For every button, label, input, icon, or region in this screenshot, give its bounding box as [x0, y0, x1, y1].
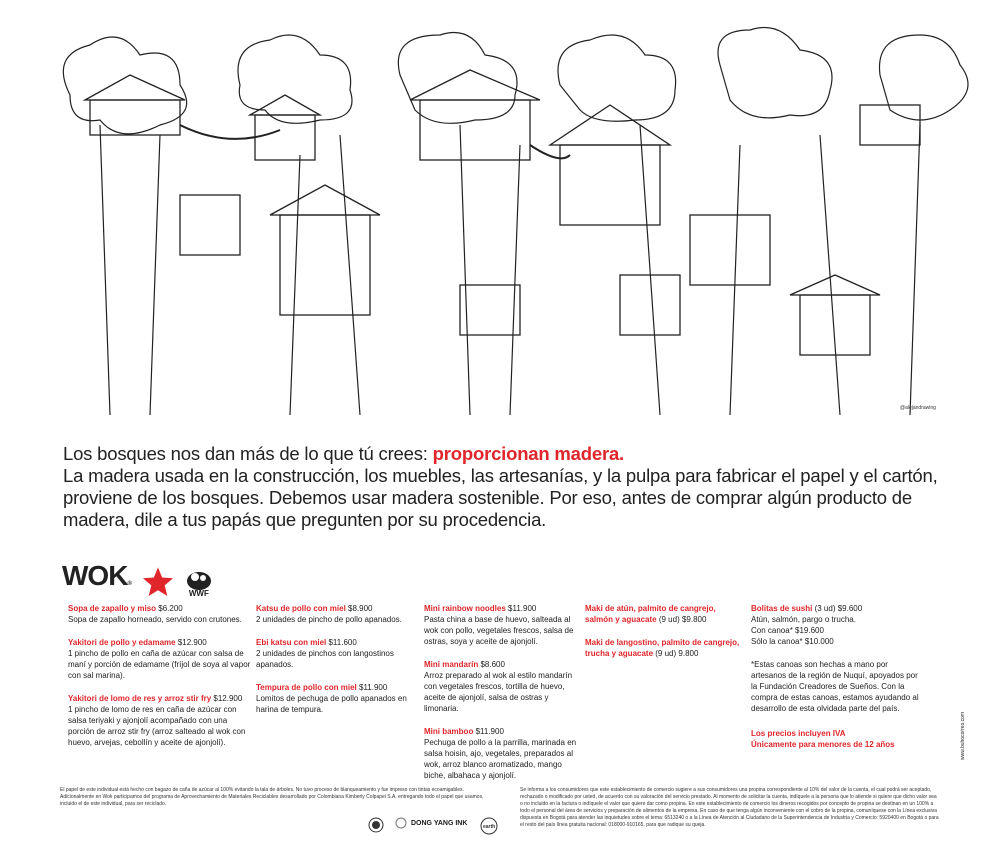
menu-column-3	[424, 603, 584, 793]
intro-body: La madera usada en la construcción, los muebles, las artesanías, y la pulpa para fabricar el papel y el cartón, proviene de los bosques. Debemos usar madera sostenible. Por eso, antes de comprar algún producto de madera, dile a tus papás que pregunten por su procedencia.	[63, 465, 938, 530]
icontec-cert-icon	[368, 817, 384, 833]
canoa-note: *Estas canoas son hechas a mano por artesanos de la región de Nuquí, apoyados por la Fundación Creadores de Sueños. Con la compra de estas canoas, estamos ayudando al desarrollo de esta olvidada parte del país.	[751, 660, 919, 713]
iva-notice: Los precios incluyen IVA	[751, 729, 846, 738]
illustration-credit: @alejandrawing	[900, 405, 936, 411]
earthpact-cert-icon	[480, 817, 498, 835]
intro-headline: Los bosques nos dan más de lo que tú crees: proporcionan madera.	[63, 443, 624, 464]
menu-column-2	[256, 603, 426, 727]
wwf-logo: WWF	[185, 570, 213, 598]
intro-highlight: proporcionan madera.	[432, 443, 624, 464]
menu-item: Bolitas de sushi (3 ud) $9.600	[751, 604, 863, 613]
menu-column-4	[585, 603, 745, 671]
dongyang-cert: DONG YANG INK	[395, 817, 467, 829]
menu-item: Maki de langostino, palmito de cangrejo, trucha y aguacate (9 ud) 9.800	[585, 638, 740, 658]
red-star-icon	[141, 566, 175, 598]
menu-item: Sopa de zapallo y miso $6.200 Sopa de zapallo horneado, servido con crutones.	[68, 604, 242, 624]
intro-text	[63, 443, 943, 531]
menu-item: Ebi katsu con miel $11.600 2 unidades de pinchos con langostinos apanados.	[256, 638, 394, 669]
panda-icon	[185, 570, 213, 590]
trees	[63, 28, 968, 416]
brand-logos	[62, 560, 213, 598]
menu-column-1	[68, 603, 253, 760]
wok-logo: WOK®	[62, 560, 131, 591]
treehouse-illustration	[40, 15, 980, 425]
dongyang-icon	[395, 817, 407, 829]
svg-text:earth: earth	[483, 824, 496, 830]
menu-item: Mini mandarín $8.600 Arroz preparado al wok al estilo mandarín con vegetales frescos, tortilla de huevo, aceite de ajonjolí, salsa de ostras y limonaria.	[424, 660, 573, 713]
menu-item: Mini rainbow noodles $11.900 Pasta china a base de huevo, salteada al wok con pollo, vegetales frescos, salsa de ostras, soya y aceite de ajonjolí.	[424, 604, 574, 646]
footer-tip-note: Se informa a los consumidores que este establecimiento de comercio sugiere a sus consumidores una propina correspondiente al 10% del valor de la cuenta, el cual podrá ser aceptado, rechazado o modificado por usted, de acuerdo con su valoración del servicio prestado. Al momento de solicitar la cuenta, indíquele a la persona que lo atiende si quiere que dicho valor sea o no incluido en la factura o indíquele el valor que quiere dar como propina. En este establecimiento de comercio los dineros recogidos por concepto de propina se destinan en un 100% a todo el personal del área de servicios y preparación de alimentos de la empresa. En caso de que tenga algún inconveniente con el cobro de la propina, comuníquese con la Línea exclusiva dispuesta en Bogotá para atender las inquietudes sobre el tema: 6513240 o a la Línea de Atención al Ciudadano de la Superintendencia de Industria y Comercio: 5920400 en Bogotá o para el resto del país línea gratuita nacional: 018000-910165, para que radique su queja.	[520, 787, 939, 828]
treehouses	[85, 70, 920, 355]
menu-item: Mini bamboo $11.900 Pechuga de pollo a la parrilla, marinada en salsa hoisin, ajo, vegetales, preparados al wok, arroz blanco aromatizado, mango biche, albahaca y ajonjolí.	[424, 727, 577, 780]
menu-item: Katsu de pollo con miel $8.900 2 unidades de pincho de pollo apanados.	[256, 604, 402, 624]
footer-paper-note: El papel de este individual está hecho con bagazo de caña de azúcar al 100% evitando la tala de árboles. No tuvo proceso de blanqueamiento y fue impreso con tintas ecoamigables. Adicionalmente en Wok participamos del programa de Aprovechamiento de Materiales Reciclables desarrollado por Colombiana Kimberly Colpapel S.A. entregando todo el papel que usamos, incluido el de este individual, para ser reciclado.	[60, 787, 484, 807]
menu-item: Maki de atún, palmito de cangrejo, salmón y aguacate (9 ud) $9.800	[585, 604, 716, 624]
menu-column-5: Bolitas de sushi (3 ud) $9.600 Atún, salmón, pargo o trucha. Con canoa* $19.600 Sólo la canoa* $10.000 *Estas canoas son hechas a mano por artesanos de la región de Nuquí, apoyados por la Fundación Creadores de Sueños. Con la compra de estas canoas, estamos ayudando al desarrollo de esta olvidada parte del país. Los precios incluyen IVA Únicamente para menores de 12 años	[751, 603, 921, 750]
menu-item: Tempura de pollo con miel $11.900 Lomitos de pechuga de pollo apanados en harina de tempura.	[256, 683, 407, 714]
vertical-url: www.buhocorreo.com	[960, 711, 966, 760]
menu-item: Yakitori de lomo de res y arroz stir fry $12.900 1 pincho de lomo de res en caña de azúcar con salsa teriyaki y ajonjolí acompañado con una porción de arroz stir fry (arroz salteado al wok con huevo, arvejas, cebollín y aceite de ajonjolí).	[68, 694, 246, 747]
menu-item: Yakitori de pollo y edamame $12.900 1 pincho de pollo en caña de azúcar con salsa de maní y porción de edamame (fríjol de soya al vapor con sal marina).	[68, 638, 251, 680]
age-notice: Únicamente para menores de 12 años	[751, 740, 895, 749]
